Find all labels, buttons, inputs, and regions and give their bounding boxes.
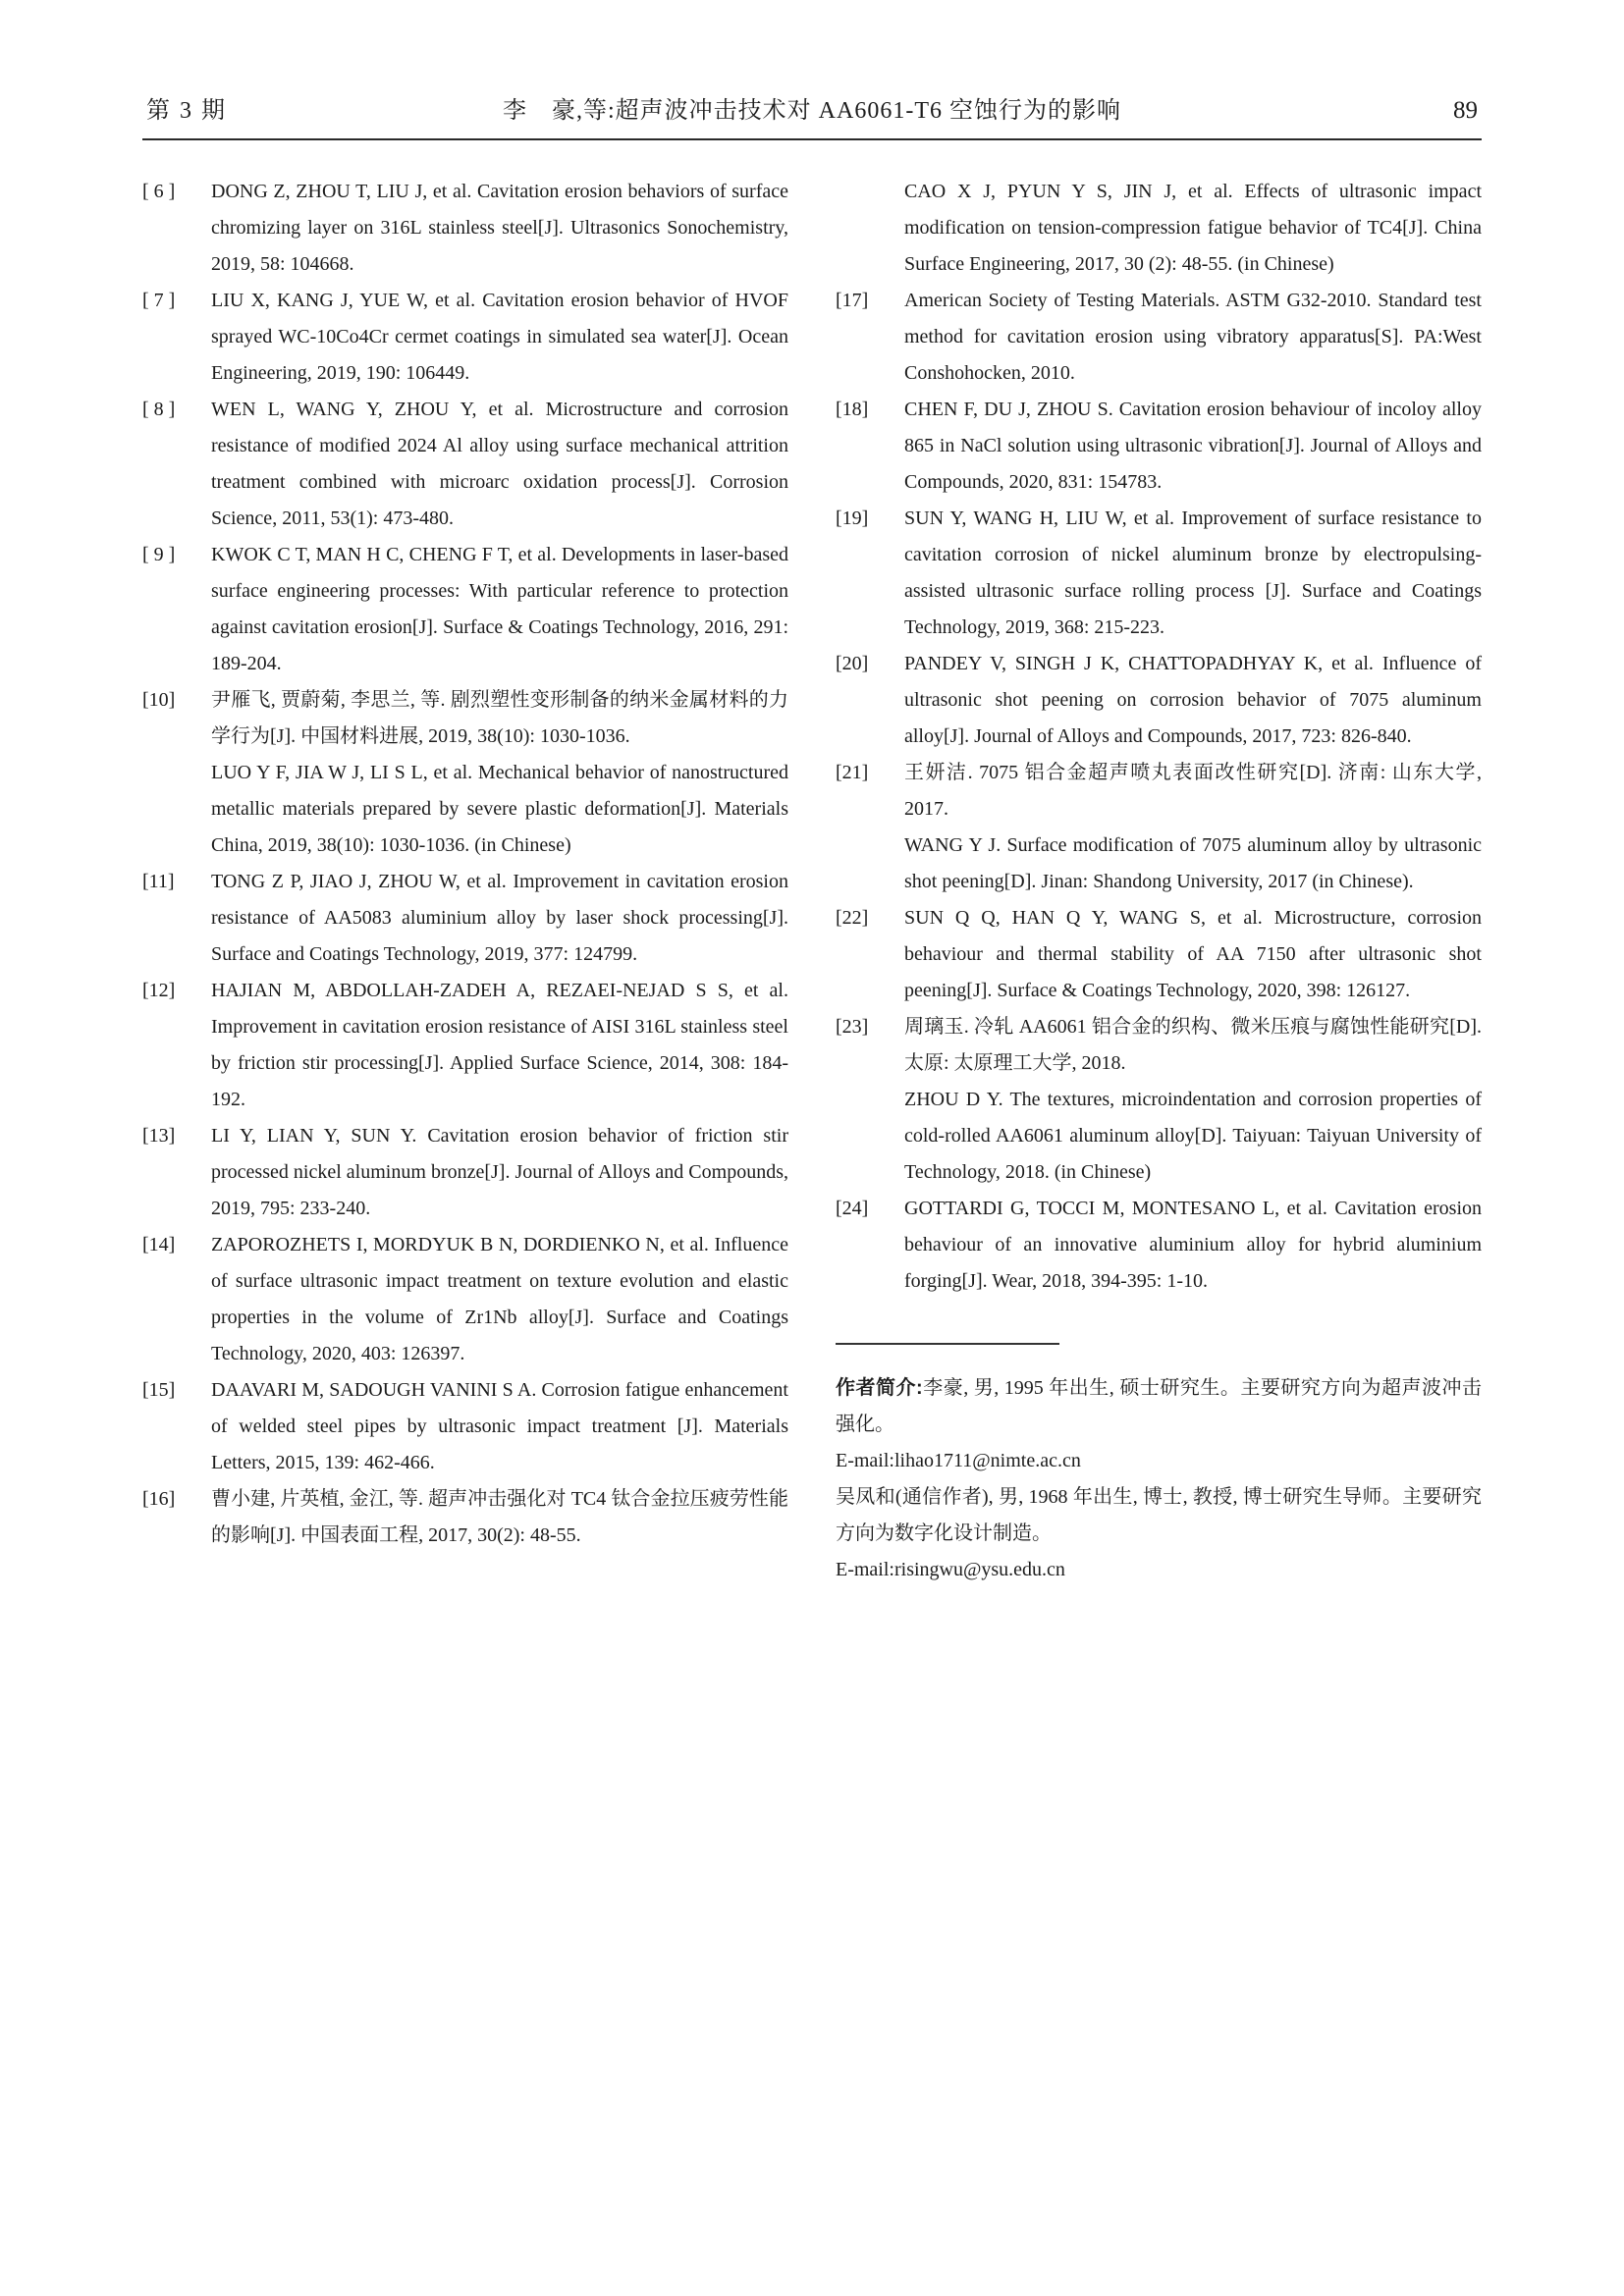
reference-item-continuation bbox=[836, 1082, 1482, 1191]
reference-item bbox=[836, 900, 1482, 1009]
references-left-column bbox=[142, 174, 788, 1588]
reference-item bbox=[836, 501, 1482, 646]
author-bio-intro-2: 吴凤和(通信作者), 男, 1968 年出生, 博士, 教授, 博士研究生导师。主要研究方向为数字化设计制造。 bbox=[836, 1486, 1482, 1544]
reference-number: [22] bbox=[836, 907, 869, 929]
reference-number: [13] bbox=[142, 1125, 176, 1147]
reference-item bbox=[142, 973, 788, 1118]
reference-text: SUN Y, WANG H, LIU W, et al. Improvement of surface resistance to cavitation corrosion of nickel aluminum bronze by electropulsing-assisted ultrasonic surface rolling process [J]. Surface and Coatings Technology, 2019, 368: 215-223. bbox=[904, 507, 1482, 638]
reference-text: PANDEY V, SINGH J K, CHATTOPADHYAY K, et al. Influence of ultrasonic shot peening on corrosion behavior of 7075 aluminum alloy[J]. Journal of Alloys and Compounds, 2017, 723: 826-840. bbox=[904, 653, 1482, 747]
author-bio-heading: 作者简介: bbox=[836, 1377, 923, 1399]
reference-text: WEN L, WANG Y, ZHOU Y, et al. Microstructure and corrosion resistance of modified 2024 Al alloy using surface mechanical attrition treatment combined with microarc oxidation process[J]. Corrosion Science, 2011, 53(1): 473-480. bbox=[211, 399, 788, 529]
reference-item bbox=[142, 537, 788, 682]
reference-number: [18] bbox=[836, 399, 869, 420]
reference-item-continuation bbox=[142, 755, 788, 864]
reference-number: [23] bbox=[836, 1016, 869, 1038]
reference-item bbox=[836, 392, 1482, 501]
reference-text: LI Y, LIAN Y, SUN Y. Cavitation erosion behavior of friction stir processed nickel aluminum bronze[J]. Journal of Alloys and Compounds, 2019, 795: 233-240. bbox=[211, 1125, 788, 1219]
reference-text: LUO Y F, JIA W J, LI S L, et al. Mechanical behavior of nanostructured metallic materials prepared by severe plastic deformation[J]. Materials China, 2019, 38(10): 1030-1036. (in Chinese) bbox=[211, 762, 788, 856]
reference-text: DAAVARI M, SADOUGH VANINI S A. Corrosion fatigue enhancement of welded steel pipes by ultrasonic impact treatment [J]. Materials Letters, 2015, 139: 462-466. bbox=[211, 1379, 788, 1473]
author-bio-section bbox=[836, 1343, 1482, 1588]
reference-item bbox=[142, 864, 788, 973]
author-bio-intro-1: 李豪, 男, 1995 年出生, 硕士研究生。主要研究方向为超声波冲击强化。 bbox=[836, 1377, 1482, 1435]
reference-number: [15] bbox=[142, 1379, 176, 1401]
reference-text: WANG Y J. Surface modification of 7075 aluminum alloy by ultrasonic shot peening[D]. Jinan: Shandong University, 2017 (in Chinese). bbox=[904, 834, 1482, 892]
reference-text: American Society of Testing Materials. ASTM G32-2010. Standard test method for cavitation erosion using vibratory apparatus[S]. PA:West Conshohocken, 2010. bbox=[904, 290, 1482, 384]
reference-text: ZAPOROZHETS I, MORDYUK B N, DORDIENKO N, et al. Influence of surface ultrasonic impact treatment on texture evolution and elastic properties in the volume of Zr1Nb alloy[J]. Surface and Coatings Technology, 2020, 403: 126397. bbox=[211, 1234, 788, 1364]
reference-text: 王妍洁. 7075 铝合金超声喷丸表面改性研究[D]. 济南: 山东大学, 2017. bbox=[904, 762, 1482, 820]
running-title: 李 豪,等:超声波冲击技术对 AA6061-T6 空蚀行为的影响 bbox=[503, 98, 1121, 124]
reference-item bbox=[836, 1009, 1482, 1082]
references-right-column bbox=[836, 174, 1482, 1588]
reference-text: ZHOU D Y. The textures, microindentation and corrosion properties of cold-rolled AA6061 aluminum alloy[D]. Taiyuan: Taiyuan University of Technology, 2018. (in Chinese) bbox=[904, 1089, 1482, 1183]
reference-text: SUN Q Q, HAN Q Y, WANG S, et al. Microstructure, corrosion behaviour and thermal stability of AA 7150 after ultrasonic shot peening[J]. Surface & Coatings Technology, 2020, 398: 126127. bbox=[904, 907, 1482, 1001]
reference-number: [19] bbox=[836, 507, 869, 529]
reference-item bbox=[142, 392, 788, 537]
reference-text: TONG Z P, JIAO J, ZHOU W, et al. Improvement in cavitation erosion resistance of AA5083 aluminium alloy by laser shock processing[J]. Surface and Coatings Technology, 2019, 377: 124799. bbox=[211, 871, 788, 965]
references-section bbox=[142, 174, 1482, 1588]
reference-item bbox=[142, 1227, 788, 1372]
reference-item-continuation bbox=[836, 828, 1482, 900]
reference-text: KWOK C T, MAN H C, CHENG F T, et al. Developments in laser-based surface engineering processes: With particular reference to protection against cavitation erosion[J]. Surface & Coatings Technology, 2016, 291: 189-204. bbox=[211, 544, 788, 674]
author-email-2: E-mail:risingwu@ysu.edu.cn bbox=[836, 1559, 1065, 1580]
reference-text: CAO X J, PYUN Y S, JIN J, et al. Effects of ultrasonic impact modification on tension-compression fatigue behavior of TC4[J]. China Surface Engineering, 2017, 30 (2): 48-55. (in Chinese) bbox=[904, 181, 1482, 275]
reference-number: [14] bbox=[142, 1234, 176, 1255]
reference-text: 尹雁飞, 贾蔚菊, 李思兰, 等. 剧烈塑性变形制备的纳米金属材料的力学行为[J]. 中国材料进展, 2019, 38(10): 1030-1036. bbox=[211, 689, 788, 747]
reference-item bbox=[836, 283, 1482, 392]
reference-number: [ 8 ] bbox=[142, 399, 176, 420]
reference-number: [11] bbox=[142, 871, 175, 892]
reference-number bbox=[142, 755, 211, 864]
reference-number: [12] bbox=[142, 980, 176, 1001]
reference-item bbox=[142, 174, 788, 283]
reference-number: [16] bbox=[142, 1488, 176, 1510]
reference-text: 曹小建, 片英植, 金江, 等. 超声冲击强化对 TC4 钛合金拉压疲劳性能的影响[J]. 中国表面工程, 2017, 30(2): 48-55. bbox=[211, 1488, 788, 1546]
reference-number: [ 7 ] bbox=[142, 290, 176, 311]
reference-number: [ 9 ] bbox=[142, 544, 176, 565]
reference-item bbox=[142, 1481, 788, 1554]
page-header bbox=[142, 90, 1482, 125]
footnote-divider bbox=[836, 1343, 1059, 1345]
reference-item-continuation bbox=[836, 174, 1482, 283]
reference-item bbox=[836, 646, 1482, 755]
reference-text: HAJIAN M, ABDOLLAH-ZADEH A, REZAEI-NEJAD S S, et al. Improvement in cavitation erosion resistance of AISI 316L stainless steel by friction stir processing[J]. Applied Surface Science, 2014, 308: 184-192. bbox=[211, 980, 788, 1110]
reference-number bbox=[836, 1082, 904, 1191]
reference-item bbox=[142, 283, 788, 392]
reference-text: GOTTARDI G, TOCCI M, MONTESANO L, et al. Cavitation erosion behaviour of an innovative aluminium alloy for hybrid aluminium forging[J]. Wear, 2018, 394-395: 1-10. bbox=[904, 1198, 1482, 1292]
author-bio-line-1 bbox=[836, 1370, 1482, 1443]
author-email-1: E-mail:lihao1711@nimte.ac.cn bbox=[836, 1450, 1081, 1471]
reference-number: [21] bbox=[836, 762, 869, 783]
reference-item bbox=[836, 1191, 1482, 1300]
reference-number: [24] bbox=[836, 1198, 869, 1219]
reference-number bbox=[836, 174, 904, 283]
reference-item bbox=[142, 682, 788, 755]
reference-text: LIU X, KANG J, YUE W, et al. Cavitation erosion behavior of HVOF sprayed WC-10Co4Cr cermet coatings in simulated sea water[J]. Ocean Engineering, 2019, 190: 106449. bbox=[211, 290, 788, 384]
reference-number: [20] bbox=[836, 653, 869, 674]
reference-item bbox=[836, 755, 1482, 828]
reference-number: [ 6 ] bbox=[142, 181, 176, 202]
reference-number: [10] bbox=[142, 689, 176, 711]
reference-text: CHEN F, DU J, ZHOU S. Cavitation erosion behaviour of incoloy alloy 865 in NaCl solution using ultrasonic vibration[J]. Journal of Alloys and Compounds, 2020, 831: 154783. bbox=[904, 399, 1482, 493]
issue-number: 第 3 期 bbox=[146, 98, 227, 124]
reference-text: 周璃玉. 冷轧 AA6061 铝合金的织构、微米压痕与腐蚀性能研究[D]. 太原: 太原理工大学, 2018. bbox=[904, 1016, 1482, 1074]
page-number: 89 bbox=[1453, 97, 1478, 124]
header-divider bbox=[142, 138, 1482, 140]
reference-text: DONG Z, ZHOU T, LIU J, et al. Cavitation erosion behaviors of surface chromizing layer on 316L stainless steel[J]. Ultrasonics Sonochemistry, 2019, 58: 104668. bbox=[211, 181, 788, 275]
reference-item bbox=[142, 1372, 788, 1481]
reference-number: [17] bbox=[836, 290, 869, 311]
reference-number bbox=[836, 828, 904, 900]
reference-item bbox=[142, 1118, 788, 1227]
